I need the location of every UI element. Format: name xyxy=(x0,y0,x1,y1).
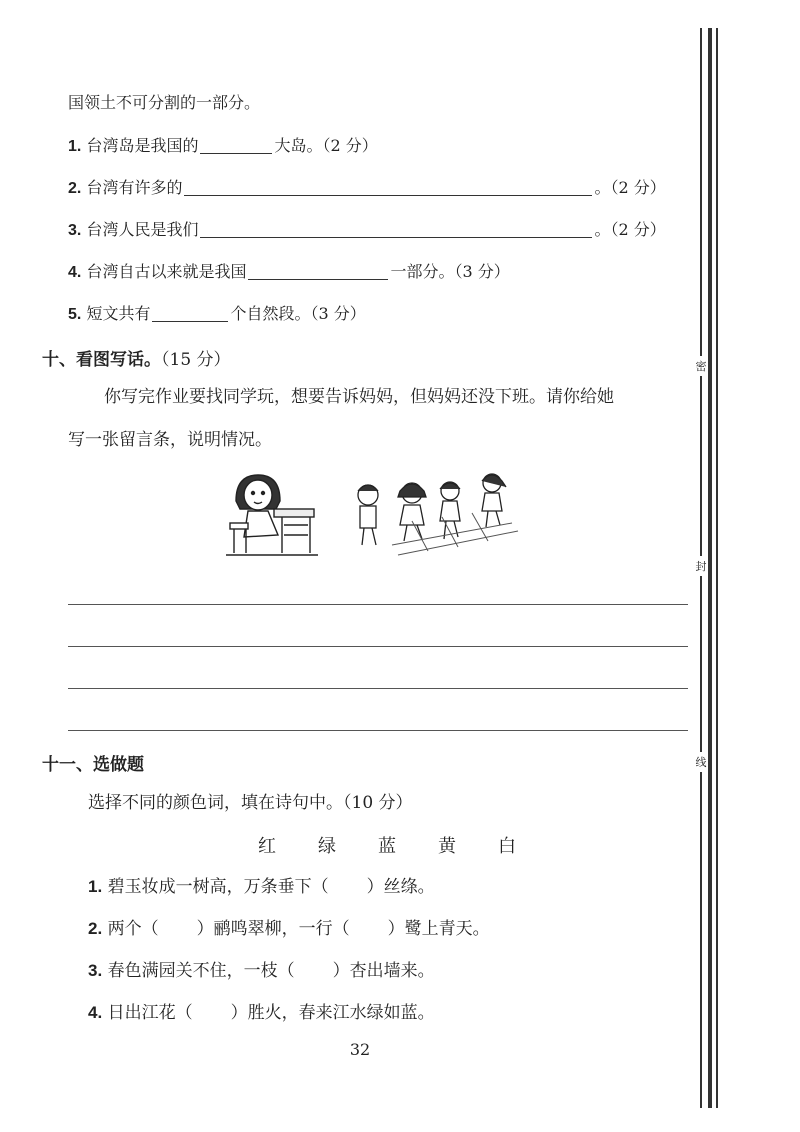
question-text: 台湾人民是我们 xyxy=(86,220,199,239)
question-text: 。 xyxy=(594,220,611,239)
answer-blank[interactable] xyxy=(248,263,388,280)
poem-line-1 xyxy=(88,876,435,898)
girl-friend-figure xyxy=(482,474,506,527)
question-points: （2 分） xyxy=(610,220,666,239)
question-text: 台湾有许多的 xyxy=(86,178,183,197)
question-points: （2 分） xyxy=(610,178,666,197)
question-3 xyxy=(68,219,666,242)
binding-margin-thick-line xyxy=(708,28,712,1108)
poem-text: 日出江花（ xyxy=(107,1003,193,1023)
question-number: 5. xyxy=(68,306,82,323)
writing-prompt-line-1: 你写完作业要找同学玩，想要告诉妈妈，但妈妈还没下班。请你给她 xyxy=(104,387,614,407)
poem-number: 1. xyxy=(88,877,103,896)
poem-text: ）丝绦。 xyxy=(366,877,435,897)
color-word-red: 红 xyxy=(258,836,276,857)
question-1 xyxy=(68,135,378,158)
poem-line-4 xyxy=(88,1002,435,1024)
girl-friend-figure xyxy=(398,483,426,541)
poem-text: 两个（ xyxy=(107,919,159,939)
answer-blank[interactable] xyxy=(152,305,228,322)
writing-prompt-line-2: 写一张留言条，说明情况。 xyxy=(68,430,272,450)
writing-line[interactable] xyxy=(68,646,688,647)
question-text: 台湾岛是我国的 xyxy=(86,136,199,155)
section-points: （15 分） xyxy=(161,350,231,370)
poem-text: ）杏出墙来。 xyxy=(332,961,435,981)
passage-continuation: 国领土不可分割的一部分。 xyxy=(68,93,261,112)
color-word-green: 绿 xyxy=(318,836,336,857)
question-points: （3 分） xyxy=(310,304,366,323)
section-11-instruction xyxy=(88,792,413,814)
section-title: 十、看图写话。 xyxy=(42,350,161,370)
question-number: 2. xyxy=(68,180,82,197)
girl-friend-figure xyxy=(440,482,460,539)
question-points: （3 分） xyxy=(454,262,510,281)
poem-number: 4. xyxy=(88,1003,103,1022)
question-number: 1. xyxy=(68,138,82,155)
color-word-blue: 蓝 xyxy=(378,836,396,857)
poem-text: 春色满园关不住，一枝（ xyxy=(107,961,295,981)
writing-line[interactable] xyxy=(68,688,688,689)
illustration-child-homework-and-friends xyxy=(222,465,522,565)
answer-blank[interactable] xyxy=(184,179,592,196)
section-points: （10 分） xyxy=(343,793,413,813)
question-text: 一部分。 xyxy=(390,262,455,281)
question-text: 。 xyxy=(594,178,611,197)
girl-at-desk-figure xyxy=(226,475,318,555)
question-text: 台湾自古以来就是我国 xyxy=(86,262,247,281)
section-10-heading xyxy=(42,345,231,370)
question-text: 大岛。 xyxy=(274,136,323,155)
poem-text: ）鹭上青天。 xyxy=(387,919,490,939)
poem-number: 2. xyxy=(88,919,103,938)
poem-line-3 xyxy=(88,960,435,982)
writing-line[interactable] xyxy=(68,604,688,605)
question-text: 短文共有 xyxy=(86,304,151,323)
color-word-white: 白 xyxy=(498,836,516,857)
question-number: 4. xyxy=(68,264,82,281)
question-number: 3. xyxy=(68,222,82,239)
answer-blank[interactable] xyxy=(200,221,592,238)
question-points: （2 分） xyxy=(322,136,378,155)
binding-margin-line xyxy=(716,28,718,1108)
poem-line-2 xyxy=(88,918,490,940)
question-text: 个自然段。 xyxy=(230,304,311,323)
poem-text: ）鹂鸣翠柳，一行（ xyxy=(196,919,350,939)
poem-number: 3. xyxy=(88,961,103,980)
instruction-text: 选择不同的颜色词，填在诗句中。 xyxy=(88,793,343,813)
poem-text: 碧玉妆成一树高，万条垂下（ xyxy=(107,877,329,897)
page-number: 32 xyxy=(349,1040,371,1059)
color-word-yellow: 黄 xyxy=(438,836,456,857)
seal-label-mi: 密 xyxy=(694,356,708,376)
answer-blank[interactable] xyxy=(200,137,272,154)
section-11-heading: 十一、选做题 xyxy=(42,755,144,775)
boy-figure xyxy=(358,485,378,545)
poem-text: ）胜火，春来江水绿如蓝。 xyxy=(230,1003,435,1023)
question-5 xyxy=(68,303,366,326)
question-2 xyxy=(68,177,666,200)
seal-label-xian: 线 xyxy=(694,752,708,772)
writing-line[interactable] xyxy=(68,730,688,731)
question-4 xyxy=(68,261,510,284)
seal-label-feng: 封 xyxy=(694,556,708,576)
